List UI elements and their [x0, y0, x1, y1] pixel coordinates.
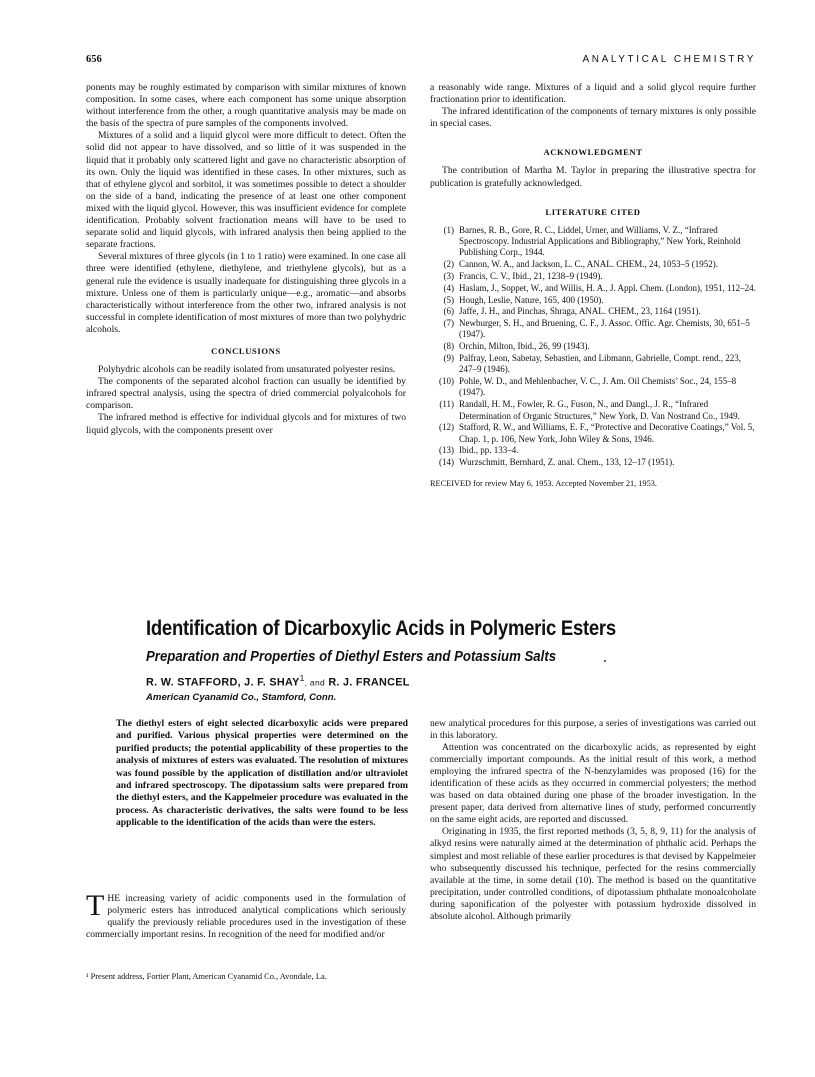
reference-item: [430, 353, 756, 376]
conclusion-paragraph: Polyhydric alcohols can be readily isolated from unsaturated polyester resins.: [98, 364, 396, 376]
intro-text: HE increasing variety of acidic components used in the formulation of polymeric esters has introduced analytical complications which seriously qualify the previously reliable procedures used in the investigation of these commercially important resins. In recognition of the need for modified and/or: [86, 893, 406, 941]
reference-text: Palfray, Leon, Sabetay, Sebastien, and Libmann, Gabrielle, Compt. rend., 223, 247–9 (1946).: [459, 353, 742, 375]
reference-item: [430, 399, 756, 422]
authors-last: R. J. FRANCEL: [328, 676, 410, 689]
reference-item: [430, 457, 756, 468]
reference-text: Wurzschmitt, Bernhard, Z. anal. Chem., 133, 12–17 (1951).: [459, 457, 675, 468]
reference-number: (4): [443, 282, 454, 293]
reference-number: (3): [443, 270, 454, 281]
journal-name: ANALYTICAL CHEMISTRY: [582, 54, 756, 65]
reference-item: [430, 295, 756, 306]
reference-text: Haslam, J., Soppet, W., and Willis, H. A., J. Appl. Chem. (London), 1951, 112–24.: [459, 282, 756, 293]
reference-item: [430, 283, 756, 294]
body-paragraph: Mixtures of a solid and a liquid glycol were more difficult to detect. Often the solid did not appear to have dissolved, and so little of it was suspended in the liquid that it probably only scattered light and gave no characteristic absorption of its own. Only the liquid was identified in these cases. In other mixtures, such as that of ethylene glycol and sorbitol, it was sometimes possible to detect a shoulder on the side of a band, indicating the presence of at least one other component mixed with the liquid glycol. However, this was insufficient evidence for complete identification. Probably solvent fractionation means will have to be used to separate solid and liquid glycols, with infrared analysis then being applied to the separate fractions.: [86, 130, 406, 251]
reference-text: Newburger, S. H., and Bruening, C. F., J. Assoc. Offic. Agr. Chemists, 30, 651–5 (1947).: [459, 318, 750, 340]
literature-cited-heading: LITERATURE CITED: [545, 206, 641, 217]
running-head: [86, 54, 756, 70]
body-paragraph: Several mixtures of three glycols (in 1 to 1 ratio) were examined. In one case all three were identified (ethylene, diethylene, and triethylene glycols), but as a general rule the evidence is usually inadequate for distinguishing three glycols in a mixture. Unless one of them is particularly unique—e.g., aromatic—and absorbs characteristically without interference from the other two, infrared analysis is not successful in complete identification of most mixtures of more than two polyhydric alcohols.: [86, 251, 406, 335]
conclusion-paragraph: The components of the separated alcohol fraction can usually be identified by infrared spectral analysis, using the spectra of dried commercial polyalcohols for comparison.: [86, 376, 406, 412]
reference-number: (10): [439, 376, 454, 387]
body-paragraph: new analytical procedures for this purpose, a series of investigations was carried out in this laboratory.: [430, 718, 756, 742]
reference-item: [430, 259, 756, 270]
reference-text: Stafford, R. W., and Williams, E. F., “Protective and Decorative Coatings,” Vol. 5, Chap. 1, p. 106, New York, John Wiley & Sons, 1946.: [459, 422, 755, 444]
reference-number: (14): [439, 457, 454, 468]
acknowledgment-text: The contribution of Martha M. Taylor in preparing the illustrative spectra for publication is gratefully acknowledged.: [430, 165, 756, 189]
reference-list: [430, 225, 756, 469]
reference-text: Barnes, R. B., Gore, R. C., Liddel, Urner, and Williams, V. Z., “Infrared Spectroscopy. Industrial Applications and Bibliography,” New York, Reinhold Publishing Corp., 1944.: [459, 224, 741, 258]
reference-number: (9): [443, 353, 454, 364]
received-date-line: RECEIVED for review May 6, 1953. Accepted November 21, 1953.: [430, 479, 657, 489]
introduction-paragraph: [86, 889, 406, 941]
reference-number: (1): [443, 224, 454, 235]
article-right-column: [430, 718, 756, 923]
reference-item: [430, 225, 756, 259]
reference-number: (13): [439, 445, 454, 456]
reference-number: (5): [443, 294, 454, 305]
body-paragraph: Attention was concentrated on the dicarboxylic acids, as represented by eight commercially important compounds. As the initial result of this work, a method employing the infrared spectra of the N-benzylamides was proposed (16) for the identification of these acids as they occurred in commercial polyesters; the method was based on data obtained during one phase of the broader investigation. In the present paper, data derived from alternative lines of study, performed concurrently on the same eight acids, are reported and discussed.: [430, 742, 756, 826]
reference-number: (2): [443, 259, 454, 270]
prev-article-left-column: [86, 82, 406, 437]
affiliation: American Cyanamid Co., Stamford, Conn.: [146, 692, 337, 703]
article-title: Identification of Dicarboxylic Acids in Polymeric Esters: [146, 616, 616, 640]
reference-number: (12): [439, 422, 454, 433]
reference-number: (11): [439, 399, 454, 410]
reference-text: Randall, H. M., Fowler, R. G., Fuson, N., and Dangl., J. R., “Infrared Determination of Organic Structures,” New York, D. Van Nostrand Co., 1949.: [459, 399, 740, 421]
reference-text: Francis, C. V., Ibid., 21, 1238–9 (1949).: [459, 270, 603, 281]
prev-article-right-column: [430, 82, 756, 491]
article-subtitle: Preparation and Properties of Diethyl Esters and Potassium Salts: [146, 648, 557, 665]
reference-text: Cannon, W. A., and Jackson, L. C., ANAL. CHEM., 24, 1053–5 (1952).: [459, 259, 718, 270]
authors-separator: , and: [304, 677, 326, 688]
reference-number: (6): [443, 306, 454, 317]
author-line: [146, 673, 410, 689]
stray-mark: [604, 660, 606, 662]
reference-item: [430, 318, 756, 341]
body-paragraph: a reasonably wide range. Mixtures of a liquid and a solid glycol require further fractionation prior to identification.: [430, 82, 756, 106]
reference-number: (7): [443, 318, 454, 329]
reference-number: (8): [443, 341, 454, 352]
footnote: ¹ Present address, Fortier Plant, American Cyanamid Co., Avondale, La.: [86, 972, 327, 981]
abstract: The diethyl esters of eight selected dicarboxylic acids were prepared and purified. Various physical properties were determined on the purified products; the potential applicability of these properties to the analysis of mixtures of esters was evaluated. The resolution of mixtures was found possible by the application of distillation and/or ultraviolet and infrared spectroscopy. The dipotassium salts were prepared from the diethyl esters, and the Kappelmeier procedure was evaluated in the process. As characteristic derivatives, the salts were found to be less applicable to the identification of the acids than were the esters.: [116, 718, 408, 829]
drop-cap: T: [86, 889, 105, 922]
body-paragraph: Originating in 1935, the first reported methods (3, 5, 8, 9, 11) for the analysis of alkyd resins were naturally aimed at the determination of phthalic acid. Perhaps the simplest and most reliable of these earlier procedures is that devised by Kappelmeier who subsequently discussed his technique, perfected for the resins commercially available at the time, in some detail (10). The method is based on the quantitative precipitation, under controlled conditions, of dipotassium phthalate monoalcoholate during saponification of the polyester with potassium hydroxide dissolved in absolute alcohol. Although primarily: [430, 826, 756, 922]
reference-item: [430, 422, 756, 445]
reference-item: [430, 306, 756, 317]
footnote-marker: 1: [299, 673, 305, 683]
conclusion-paragraph: The infrared method is effective for individual glycols and for mixtures of two liquid glycols, with the components present over: [86, 412, 406, 436]
page-number: 656: [86, 54, 102, 65]
reference-text: Hough, Leslie, Nature, 165, 400 (1950).: [459, 294, 604, 305]
reference-text: Pohle, W. D., and Mehlenbacher, V. C., J. Am. Oil Chemists’ Soc., 24, 155–8 (1947).: [459, 376, 737, 398]
reference-text: Jaffe, J. H., and Pinchas, Shraga, ANAL. CHEM., 23, 1164 (1951).: [459, 306, 701, 317]
conclusions-heading: CONCLUSIONS: [211, 345, 281, 356]
reference-item: [430, 271, 756, 282]
reference-item: [430, 376, 756, 399]
reference-item: [430, 341, 756, 352]
acknowledgment-heading: ACKNOWLEDGMENT: [543, 147, 643, 158]
authors-first: R. W. STAFFORD, J. F. SHAY: [146, 676, 300, 689]
body-paragraph: ponents may be roughly estimated by comparison with similar mixtures of known composition. In some cases, where each component has some unique absorption without interference from the other, a rough quantitative analysis may be made on the basis of the spectra of pure samples of the components involved.: [86, 82, 406, 130]
reference-item: [430, 445, 756, 456]
body-paragraph: The infrared identification of the components of ternary mixtures is only possible in special cases.: [430, 106, 756, 130]
reference-text: Ibid., pp. 133–4.: [459, 445, 519, 456]
reference-text: Orchin, Milton, Ibid., 26, 99 (1943).: [459, 341, 590, 352]
